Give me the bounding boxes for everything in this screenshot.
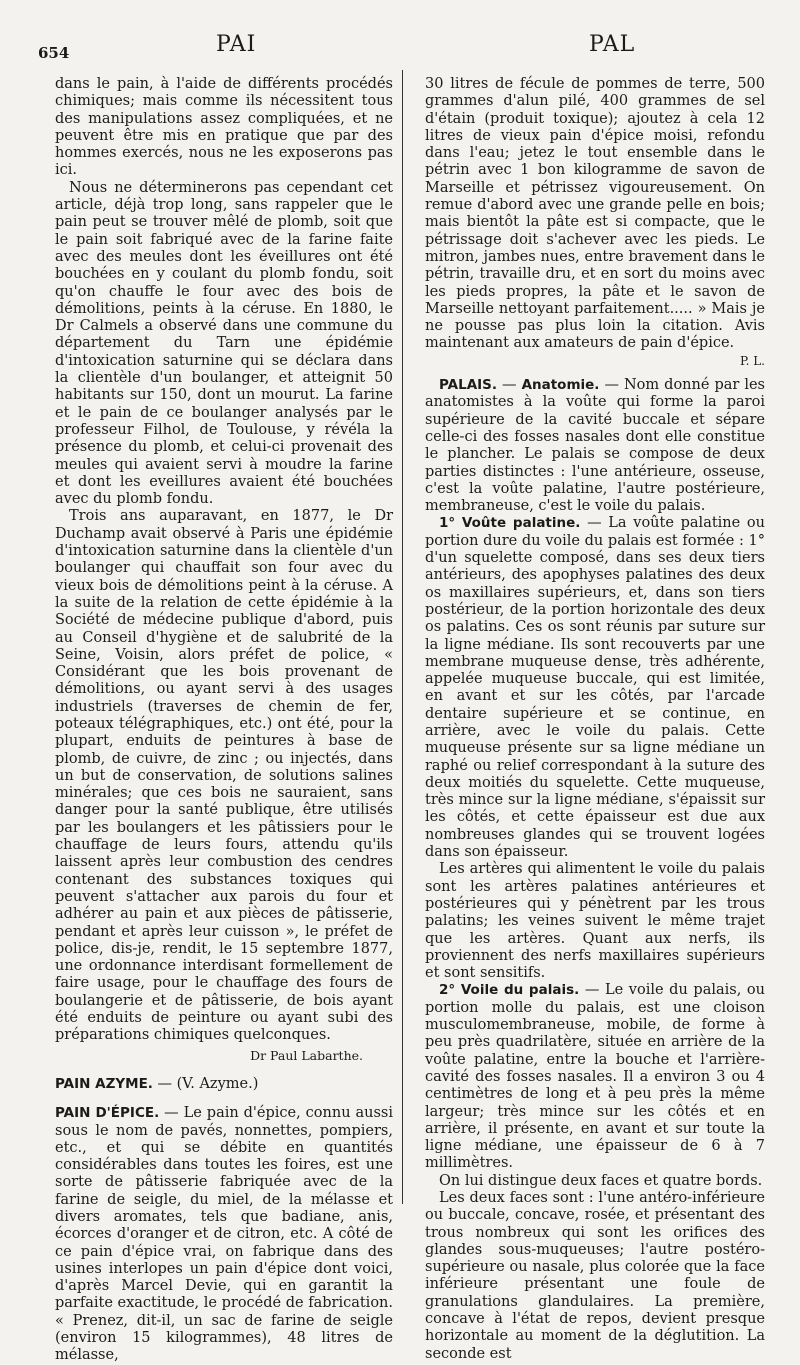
running-head-right: PAL <box>589 32 636 57</box>
running-head-left: PAI <box>216 32 257 57</box>
section-voile-du-palais <box>425 982 765 1172</box>
paragraph-recipe-continued: 30 litres de fécule de pommes de terre, 500 grammes d'alun pilé, 400 grammes de sel d'étain (produit toxique); ajoutez à cela 12 litres de vieux pain d'épice moisi, refondu dans l'eau; jetez le tout ensemble dans le pétrin avec 1 bon kilogramme de savon de Marseille et pétrissez vigoureusement. On remue d'abord avec une grande pelle en bois; mais bientôt la pâte est si compacte, que le pétrissage doit s'achever avec les pieds. Le mitron, jambes nues, entre bravement dans le pétrin, travaille dru, et en sort du moins avec les pieds propres, la pâte et le savon de Marseille nettoyant parfaitement..... » Mais je ne pousse pas plus loin la citation. Avis maintenant aux amateurs de pain d'épice. <box>425 76 765 352</box>
section-voute-palatine <box>425 515 765 861</box>
heading-voile-du-palais: 2° Voile du palais. <box>439 982 580 999</box>
entry-text-palais: — Nom donné par les anatomistes à la voûte qui forme la paroi supérieure de la cavité buccale et sépare celle-ci des fosses nasales dont elle constitue le plancher. Le palais se compose de deux parties distinctes : l'une antérieure, osseuse, c'est la voûte palatine, l'autre postérieure, membraneuse, c'est le voile du palais. <box>425 377 765 515</box>
page-header <box>38 30 770 60</box>
entry-pain-azyme <box>55 1076 393 1093</box>
text-voute-palatine: — La voûte palatine ou portion dure du voile du palais est formée : 1° d'un squelette composé, dans ses deux tiers antérieurs, des apophyses palatines des deux os maxillaires supérieurs, et, dans son tiers postérieur, de la portion horizontale des deux os palatins. Ces os sont réunis par suture sur la ligne médiane. Ils sont recouverts par une membrane muqueuse dense, très adhérente, appelée muqueuse buccale, qui est limitée, en avant et sur les côtés, par l'arcade dentaire supérieure et se continue, en arrière, avec le voile du palais. Cette muqueuse présente sur sa ligne médiane un raphé ou relief correspondant à la suture des deux moitiés du squelette. Cette muqueuse, très mince sur la ligne médiane, s'épaissit sur les côtés, et cette épaisseur est due aux nombreuses glandes qui se trouvent logées dans son épaisseur. <box>425 515 765 861</box>
text-voile-du-palais: — Le voile du palais, ou portion molle du palais, est une cloison musculomembraneuse, mobile, de forme à peu près quadrilatère, située en arrière de la voûte palatine, entre la bouche et l'arrière-cavité des fosses nasales. Il a environ 3 ou 4 centimètres de long et à peu près la même largeur; très mince sur les côtés et en arrière, il présente, en avant et sur toute la ligne médiane, une épaisseur de 6 à 7 millimètres. <box>425 982 765 1172</box>
column-divider <box>402 70 403 1204</box>
entry-heading-pain-d-epice: PAIN D'ÉPICE. <box>55 1105 160 1122</box>
entry-heading-palais: PALAIS. <box>439 377 498 394</box>
right-column <box>425 76 765 1363</box>
entry-palais: PALAIS. — Anatomie. — Nom donné par les anatomistes à la voûte qui forme la paroi supérieure de la cavité buccale et sépare celle-ci des fosses nasales dont elle constitue le plancher. Le palais se compose de deux parties distinctes : l'une antérieure, osseuse, c'est la voûte palatine, l'autre postérieure, membraneuse, c'est le voile du palais. <box>425 377 765 515</box>
author-initials: P. L. <box>739 353 765 368</box>
left-column <box>55 76 393 1365</box>
paragraph-faces-bords: On lui distingue deux faces et quatre bords. <box>439 1172 763 1189</box>
author-signature: Dr Paul Labarthe. <box>250 1047 363 1063</box>
entry-text-pain-d-epice: — Le pain d'épice, connu aussi sous le nom de pavés, nonnettes, pompiers, etc., et qui se débite en quantités considérables dans toutes les foires, est une sorte de pâtisserie fabriquée avec de la farine de seigle, du miel, de la mélasse et divers aromates, tels que badiane, anis, écorces d'oranger et de citron, etc. A côté de ce pain d'épice vrai, on fabrique dans des usines interlopes un pain d'épice dont voici, d'après Marcel Devie, qui en garantit la parfaite exactitude, le procédé de fabrication. « Prenez, dit-il, un sac de farine de seigle (environ 15 kilogrammes), 48 litres de mélasse, <box>55 1105 393 1364</box>
heading-voute-palatine: 1° Voûte palatine. <box>439 515 581 532</box>
entry-heading-pain-azyme: PAIN AZYME. <box>55 1075 153 1092</box>
page-number: 654 <box>38 44 70 62</box>
paragraph-chemical-procedures: dans le pain, à l'aide de différents procédés chimiques; mais comme ils nécessitent tous des manipulations assez compliquées, et ne peuvent être mis en pratique que par des hommes exercés, nous ne les exposerons pas ici. <box>55 76 393 179</box>
entry-pain-d-epice <box>55 1105 393 1364</box>
paragraph-duchamp-epidemic: Trois ans auparavant, en 1877, le Dr Duchamp avait observé à Paris une épidémie d'intoxication saturnine dans la clientèle d'un boulanger qui chauffait son four avec du vieux bois de démolitions peint à la céruse. A la suite de la relation de cette épidémie à la Société de médecine publique d'abord, puis au Conseil d'hygiène et de salubrité de la Seine, Voisin, alors préfet de police, « Considérant que les bois provenant de démolitions, ou ayant servi à des usages industriels (traverses de chemin de fer, poteaux télégraphiques, etc.) ont été, pour la plupart, enduits de peintures à base de plomb, de cuivre, de zinc ; ou injectés, dans un but de conservation, de solutions salines minérales; que ces bois ne sauraient, sans danger pour la santé publique, être utilisés par les boulangers et les pâtissiers pour le chauffage de leurs fours, attendu qu'ils laissent après leur combustion des cendres contenant des substances toxiques qui peuvent s'attacher aux parois du four et adhérer au pain et aux pièces de pâtisserie, pendant et après leur cuisson », le préfet de police, dis-je, rendit, le 15 septembre 1877, une ordonnance interdisant formellement de faire usage, pour le chauffage des fours de boulangerie et de pâtisserie, de bois ayant été enduits de peinture ou ayant subi des préparations chimiques quelconques. <box>55 508 393 1044</box>
subheading-anatomie: Anatomie. <box>521 377 600 394</box>
entry-text-pain-azyme: — (V. Azyme.) <box>152 1075 259 1092</box>
paragraph-arteres: Les artères qui alimentent le voile du palais sont les artères palatines antérieures et postérieures qui y pénètrent par les trous palatins; les veines suivent le même trajet que les artères. Quant aux nerfs, ils proviennent des nerfs maxillaires supérieurs et sont sensitifs. <box>425 861 765 982</box>
paragraph-deux-faces: Les deux faces sont : l'une antéro-inférieure ou buccale, concave, rosée, et présentant des trous nombreux qui sont les orifices des glandes sous-muqueuses; l'autre postéro-supérieure ou nasale, plus colorée que la face inférieure présentant une foule de granulations glandulaires. La première, concave à l'état de repos, devient presque horizontale au moment de la déglutition. La seconde est <box>425 1190 765 1362</box>
paragraph-lead-contamination: Nous ne déterminerons pas cependant cet article, déjà trop long, sans rappeler que le pain peut se trouver mêlé de plomb, soit que le pain soit fabriqué avec de la farine faite avec des meules dont les éveillures ont été bouchées en y coulant du plomb fondu, soit qu'on chauffe le four avec des bois de démolitions, peints à la céruse. En 1880, le Dr Calmels a observé dans une commune du département du Tarn une épidémie d'intoxication saturnine qui se déclara dans la clientèle d'un boulanger, et atteignit 50 habitants sur 150, dont un mourut. La farine et le pain de ce boulanger analysés par le professeur Filhol, de Toulouse, y révéla la présence du plomb, et celui-ci provenait des meules qui avaient servi à moudre la farine et dont les eveillures avaient été bouchées avec du plomb fondu. <box>55 179 393 508</box>
